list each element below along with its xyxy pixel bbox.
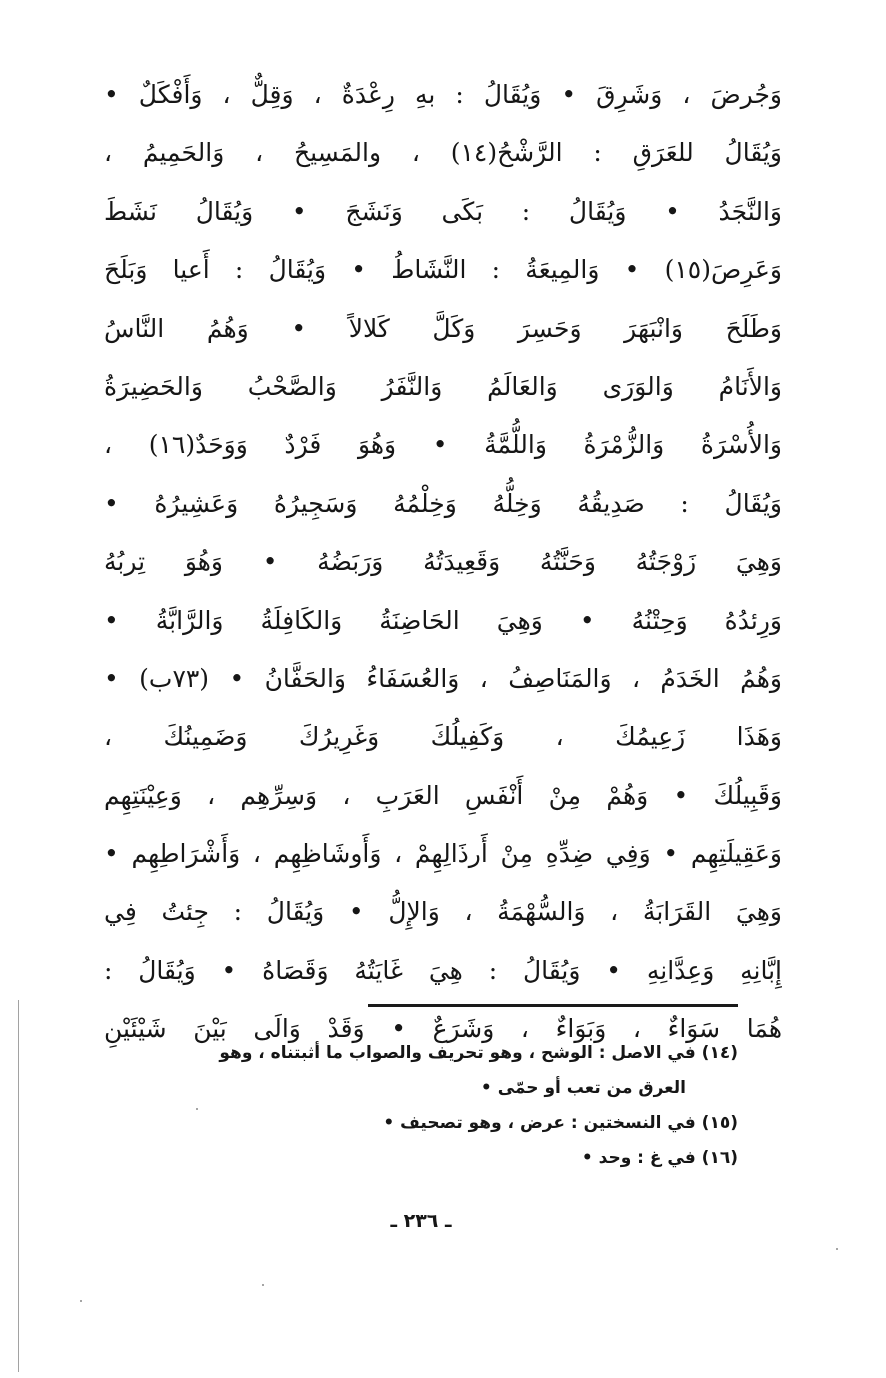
text-line: وَطَلَحَ وَانْبَهَرَ وَحَسِرَ وَكَلَّ كَلالاً • وَهُمُ النَّاسُ (104, 313, 782, 343)
footnote-15: (١٥) في النسختين : عرض ، وهو تصحيف • (383, 1113, 738, 1133)
text-line: وَيُقَالُ للعَرَقِ : الرَّشْحُ(١٤) ، والمَسِيحُ ، وَالحَمِيمُ ، (104, 138, 782, 168)
scan-speck (836, 1248, 838, 1250)
footnotes (98, 1036, 738, 1176)
scan-speck (196, 1108, 198, 1110)
text-line: هُمَا سَوَاءٌ ، وَبَوَاءٌ ، وَشَرَعٌ • وَقَدْ وَالَى بَيْنَ شَيْئَيْنِ (104, 1014, 782, 1044)
footnote-separator (368, 1004, 738, 1007)
text-line: وَالنَّجَدُ • وَيُقَالُ : بَكَى وَنَشَجَ • وَيُقَالُ نَشَطَ (104, 196, 782, 226)
scan-speck (80, 1300, 82, 1302)
scan-edge-line (18, 1000, 19, 1372)
page-number: ـ ٢٣٦ ـ (390, 1210, 452, 1232)
text-line: إِبَّانِهِ وَعِدَّانِهِ • وَيُقَالُ : هِيَ غَايَتُهُ وَقَصَاهُ • وَيُقَالُ : (104, 955, 782, 985)
text-line: وَيُقَالُ : صَدِيقُهُ وَخِلُّهُ وَخِلْمُهُ وَسَجِيرُهُ وَعَشِيرُهُ • (104, 488, 782, 518)
footnote-14: (١٤) في الاصل : الوشح ، وهو تحريف والصواب ما أثبتناه ، وهو (219, 1043, 738, 1063)
text-line: وَعَرِصَ(١٥) • وَالمِيعَةُ : النَّشَاطُ • وَيُقَالُ : أَعيا وَبَلَحَ (104, 255, 782, 285)
text-line: وَجُرضَ ، وَشَرِقَ • وَيُقَالُ : بهِ رِعْدَةٌ ، وَقِلٌّ ، وَأَفْكَلٌ • (104, 80, 782, 109)
text-line: وَالأُسْرَةُ وَالزُّمْرَةُ وَاللُّمَّةُ • وَهُوَ فَرْدٌ وَوَحَدٌ(١٦) ، (104, 430, 782, 460)
main-text-block (104, 66, 782, 1059)
text-line: وَقَبِيلُكَ • وَهُمْ مِنْ أَنْفَسِ العَرَبِ ، وَسِرِّهِم ، وَعِيْنَتِهِم (104, 780, 782, 810)
text-line: وَهَذَا زَعِيمُكَ ، وَكَفِيلُكَ وَغَرِيرُكَ وَضَمِينُكَ ، (104, 722, 782, 752)
footnote-14-continuation: العرق من تعب أو حمّى • (480, 1078, 686, 1098)
text-line: وَرِئدُهُ وَحِتْنُهُ • وَهِيَ الحَاضِنَةُ وَالكَافِلَةُ وَالرَّابَّةُ • (104, 605, 782, 635)
text-line: وَهِيَ القَرَابَةُ ، وَالسُّهْمَةُ ، وَالإِلُّ • وَيُقَالُ : جِئتُ فِي (104, 897, 782, 927)
text-line: وَالأَنَامُ وَالوَرَى وَالعَالَمُ وَالنَّفَرُ وَالصَّحْبُ وَالحَضِيرَةُ (104, 371, 782, 401)
text-line: وَعَقِيلَتِهِم • وَفِي ضِدِّهِ مِنْ أَرذَالِهِمْ ، وَأَوشَاظِهِم ، وَأَشْرَاطِهِم • (104, 839, 782, 869)
text-line: وَهِيَ زَوْجَتُهُ وَحَنَّتُهُ وَقَعِيدَتُهُ وَرَبَضُهُ • وَهُوَ تِربُهُ (104, 547, 782, 577)
scan-speck (262, 1284, 264, 1286)
footnote-16: (١٦) في غ : وحد • (581, 1148, 738, 1168)
text-line: وَهُمُ الخَدَمُ ، وَالمَنَاصِفُ ، وَالعُسَفَاءُ وَالحَفَّانُ • (٧٣ب) • (104, 663, 782, 693)
